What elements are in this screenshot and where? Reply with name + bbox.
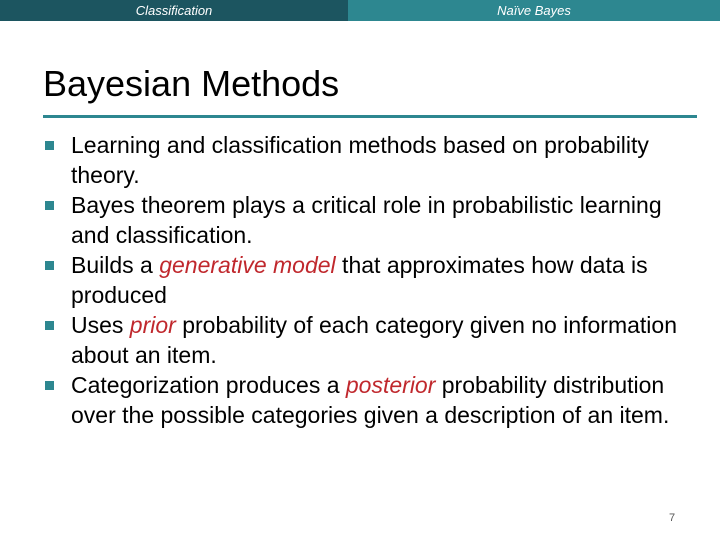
- square-bullet-icon: [45, 141, 54, 150]
- bullet-item: [44, 130, 684, 190]
- title-divider: [43, 115, 697, 118]
- highlight-posterior: posterior: [345, 372, 436, 398]
- header-section-classification: Classification: [0, 0, 348, 21]
- highlight-prior: prior: [129, 312, 176, 338]
- page-number: 7: [668, 512, 676, 524]
- highlight-generative-model: generative model: [159, 252, 336, 278]
- bullet-text: that approximates how data is produced: [71, 252, 648, 308]
- bullet-item: [44, 250, 684, 310]
- bullet-item: [44, 370, 684, 430]
- square-bullet-icon: [45, 261, 54, 270]
- bullet-text: Categorization produces a: [71, 372, 346, 398]
- header-section-naive-bayes: Naïve Bayes: [348, 0, 720, 21]
- bullet-item: [44, 310, 684, 370]
- header-bar: [0, 0, 720, 21]
- bullet-text: probability distribution over the possible categories given a description of an item.: [71, 372, 670, 428]
- bullet-item: [44, 190, 684, 250]
- square-bullet-icon: [45, 321, 54, 330]
- bullet-text: Uses: [71, 312, 130, 338]
- square-bullet-icon: [45, 201, 54, 210]
- bullet-list: [44, 130, 684, 430]
- bullet-text: Learning and classification methods based on probability theory.: [71, 132, 649, 188]
- bullet-text: Bayes theorem plays a critical role in probabilistic learning and classification.: [71, 192, 662, 248]
- square-bullet-icon: [45, 381, 54, 390]
- bullet-text: probability of each category given no information about an item.: [71, 312, 677, 368]
- slide-title: Bayesian Methods: [43, 63, 340, 104]
- bullet-text: Builds a: [71, 252, 160, 278]
